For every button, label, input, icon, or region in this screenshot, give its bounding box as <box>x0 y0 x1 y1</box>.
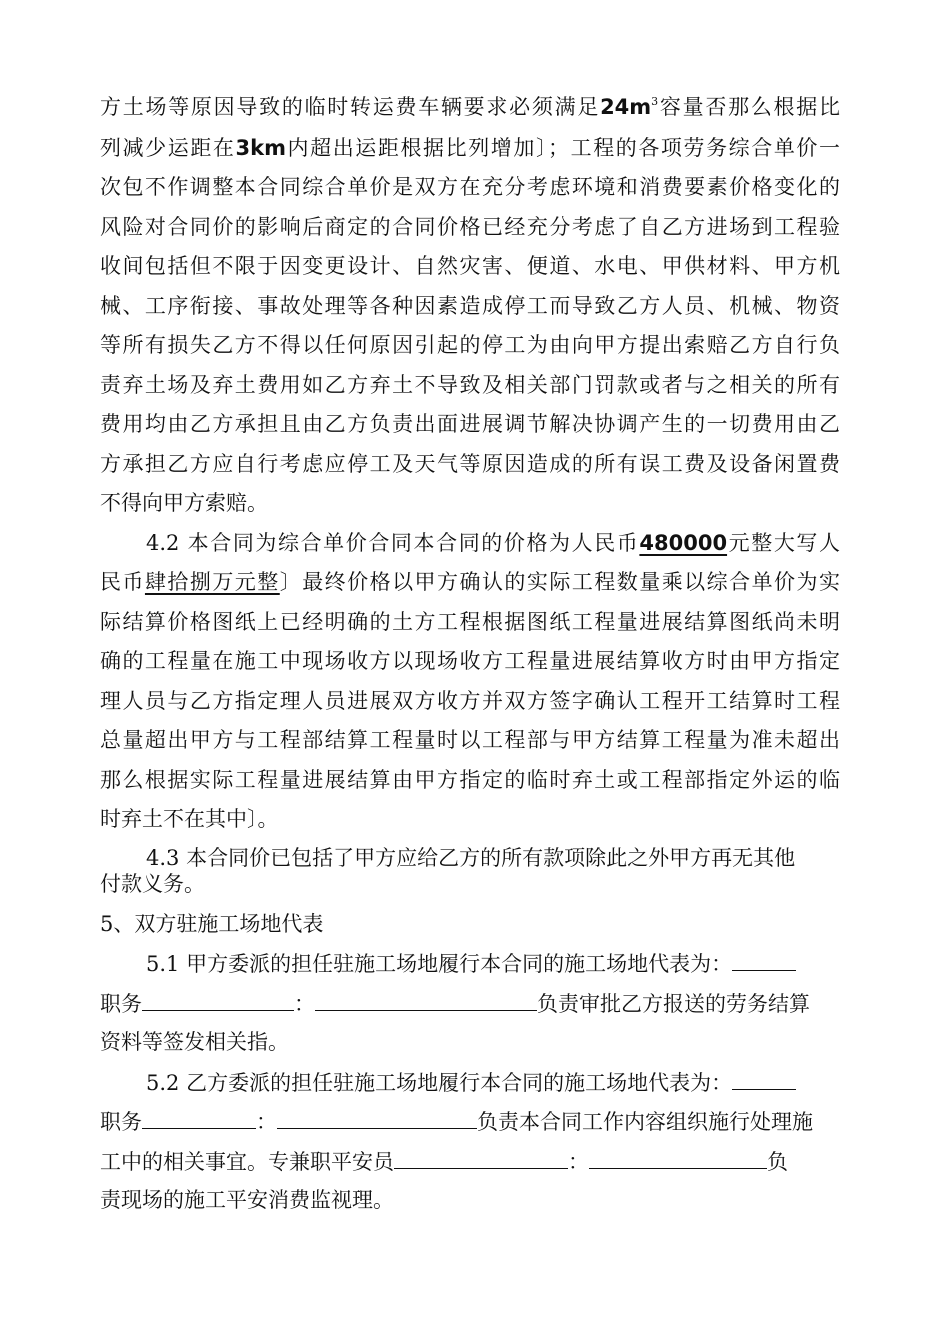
text-span: 4.2 本合同为综合单价合同本合同的价格为人民币 <box>146 531 640 555</box>
text-line <box>100 567 840 597</box>
contract-amount: 480000 <box>639 531 728 555</box>
text-line: 际结算价格图纸上已经明确的土方工程根据图纸工程量进展结算图纸尚未明 <box>100 610 840 634</box>
section-heading: 5、双方驻施工场地代表 <box>100 912 324 936</box>
text-line: 责弃土场及弃土费用如乙方弃土不导致及相关部门罚款或者与之相关的所有 <box>100 373 840 397</box>
position-blank <box>142 988 294 1011</box>
text-line: 械、工序衔接、事故处理等各种因素造成停工而导致乙方人员、机械、物资 <box>100 294 840 318</box>
representative-blank <box>732 1067 796 1090</box>
text-line: 次包不作调整本合同综合单价是双方在充分考虑环境和消费要素价格变化的 <box>100 175 840 199</box>
safety-officer-blank <box>394 1146 568 1169</box>
distance-value: 3km <box>235 136 286 160</box>
text-span: ： <box>256 1110 277 1134</box>
text-line <box>100 92 840 122</box>
text-span: 内超出运距根据比列增加〕；工程的各项劳务综合单价一 <box>285 136 840 160</box>
text-span: 职务 <box>100 992 142 1016</box>
text-line <box>100 988 840 1018</box>
text-line <box>100 133 840 163</box>
text-line: 费用均由乙方承担且由乙方负责出面进展调节解决协调产生的一切费用由乙 <box>100 412 840 436</box>
text-line: 付款义务。 <box>100 872 205 896</box>
text-line <box>100 1146 840 1176</box>
volume-value: 24m <box>600 95 652 119</box>
name-blank <box>315 988 537 1011</box>
text-span: 工中的相关事宜。专兼职平安员 <box>100 1150 394 1174</box>
text-line: 那么根据实际工程量进展结算由甲方指定的临时弃土或工程部指定外运的临 <box>100 768 840 792</box>
text-line: 确的工程量在施工中现场收方以现场收方工程量进展结算收方时由甲方指定 <box>100 649 840 673</box>
text-span: 元整大写人 <box>727 531 840 555</box>
text-line: 收间包括但不限于因变更设计、自然灾害、便道、水电、甲供材料、甲方机 <box>100 254 840 278</box>
text-span: 负 <box>767 1150 788 1174</box>
text-line: 理人员与乙方指定理人员进展双方收方并双方签字确认工程开工结算时工程 <box>100 689 840 713</box>
volume-superscript: 3 <box>651 95 659 108</box>
text-span: 民币 <box>100 570 145 594</box>
text-span: ： <box>568 1150 589 1174</box>
clause-4-2-first-line <box>146 528 840 558</box>
text-span: ： <box>294 992 315 1016</box>
text-line: 总量超出甲方与工程部结算工程量时以工程部与甲方结算工程量为准未超出 <box>100 728 840 752</box>
text-span: 5.1 甲方委派的担任驻施工场地履行本合同的施工场地代表为： <box>146 952 733 976</box>
text-line: 方承担乙方应自行考虑应停工及天气等原因造成的所有误工费及设备闲置费 <box>100 452 840 476</box>
clause-5-1-first-line <box>146 948 840 978</box>
text-line: 资料等签发相关指。 <box>100 1030 289 1054</box>
text-line: 不得向甲方索赔。 <box>100 491 268 515</box>
text-span: 5.2 乙方委派的担任驻施工场地履行本合同的施工场地代表为： <box>146 1071 733 1095</box>
text-span: 负责审批乙方报送的劳务结算 <box>537 992 810 1016</box>
representative-blank <box>732 948 796 971</box>
text-line <box>100 1106 840 1136</box>
safety-officer-name-blank <box>589 1146 767 1169</box>
name-blank <box>277 1106 477 1129</box>
text-span: 〕最终价格以甲方确认的实际工程数量乘以综合单价为实 <box>279 570 840 594</box>
contract-amount-words: 肆拾捌万元整 <box>144 570 280 594</box>
text-line: 风险对合同价的影响后商定的合同价格已经充分考虑了自乙方进场到工程验 <box>100 215 840 239</box>
text-line: 责现场的施工平安消费监视理。 <box>100 1188 394 1212</box>
text-span: 方土场等原因导致的临时转运费车辆要求必须满足 <box>100 95 601 119</box>
clause-4-3-first-line: 4.3 本合同价已包括了甲方应给乙方的所有款项除此之外甲方再无其他 <box>146 846 796 870</box>
text-line: 时弃土不在其中〕。 <box>100 807 279 831</box>
text-span: 容量否那么根据比 <box>658 95 840 119</box>
clause-5-2-first-line <box>146 1067 840 1097</box>
text-line: 等所有损失乙方不得以任何原因引起的停工为由向甲方提出索赔乙方自行负 <box>100 333 840 357</box>
position-blank <box>142 1106 256 1129</box>
text-span: 列减少运距在 <box>100 136 236 160</box>
text-span: 负责本合同工作内容组织施行处理施 <box>477 1110 813 1134</box>
text-span: 职务 <box>100 1110 142 1134</box>
